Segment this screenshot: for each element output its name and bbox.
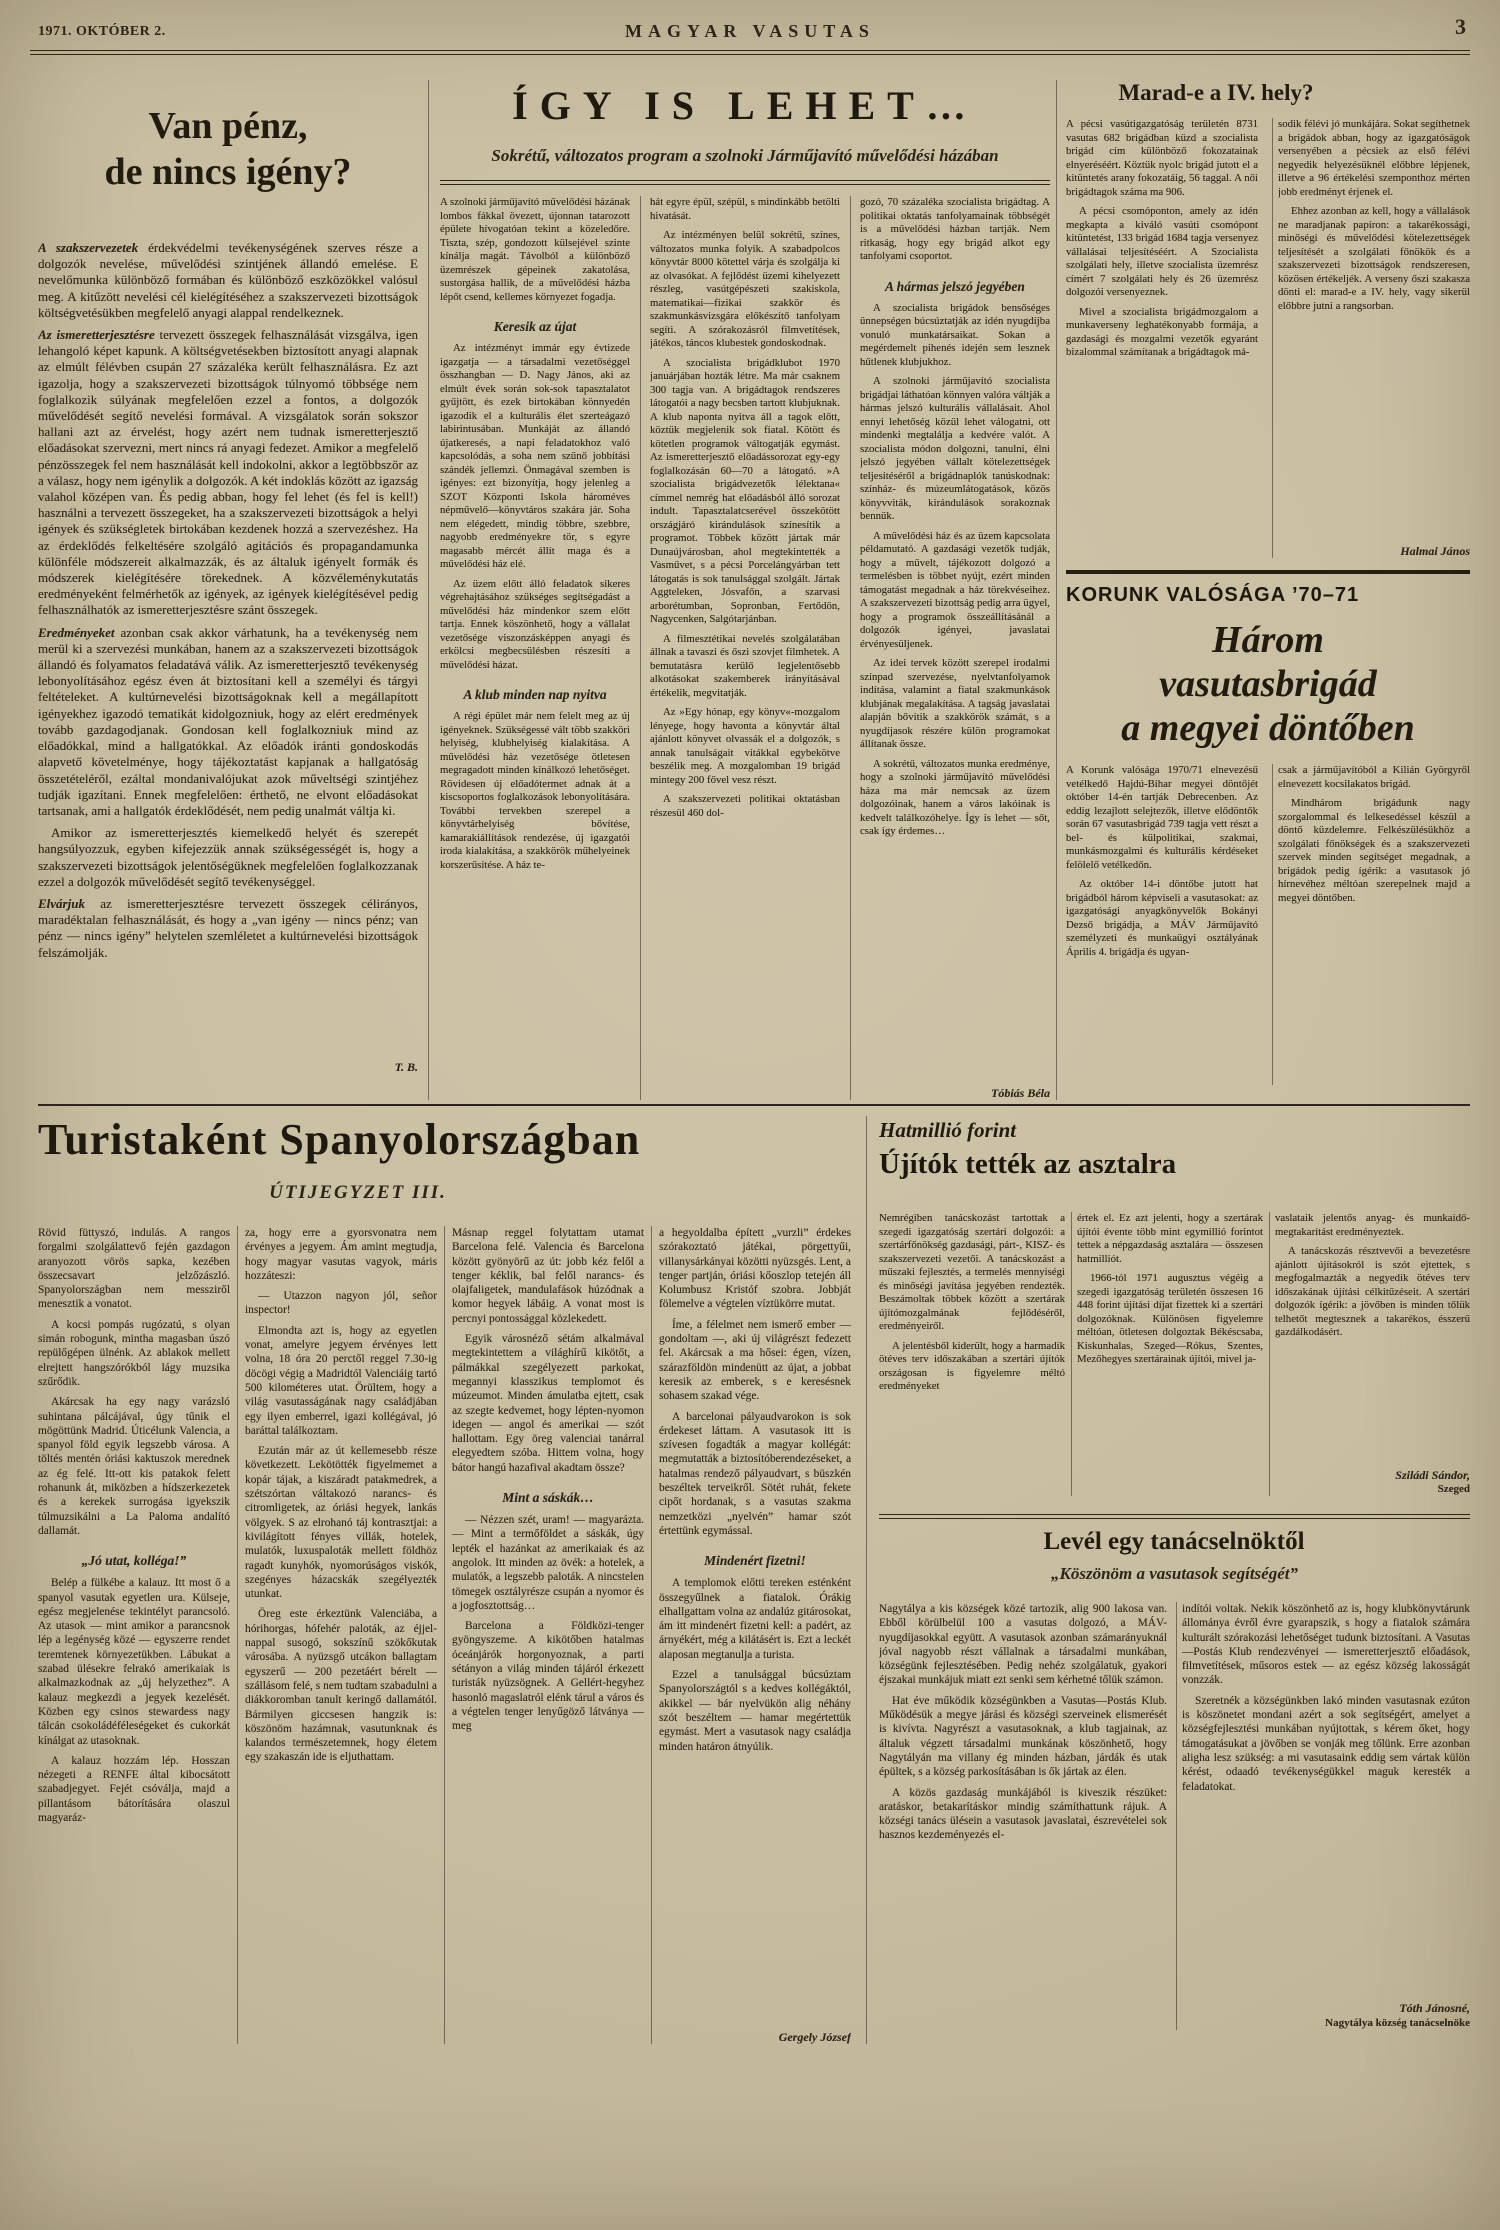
column-rule — [237, 1226, 238, 2044]
title-line: vasutasbrigád — [1159, 663, 1377, 705]
paragraph: Akárcsak ha egy nagy varázsló suhintana pálcájával, úgy tűnik el mögöttünk Madrid. Úticélunk Valencia, a spanyol föld egyik legszebb városa. A töltés mentén óriási kaktuszok merednek az ég felé. Itt-ott kis patakok felett rohanunk át, miközben a hídszerkezetek és a kerekek surrogása igyekszik túlmuzsikálni a La Paloma andalító dallamát. — [38, 1396, 230, 1537]
paragraph: a hegyoldalba épített „vurzli” érdekes szórakoztató játékai, pörgettyűi, villanysárkányai közötti nyüzsgés. Lent, a tenger partján, óriási kőoszlop tetején áll Kolumbusz Kristóf szobra. Jobbját fölemelve a végtelen víztükörre mutat. — [659, 1227, 851, 1311]
fourth-place-column-2 — [1278, 118, 1470, 558]
travel-column-3 — [452, 1226, 644, 2044]
signature — [1275, 1463, 1470, 1496]
column-rule — [1269, 1212, 1270, 1496]
paragraph: A sokrétű, változatos munka eredménye, hogy a szolnoki járműjavító művelődési háza ma már nemcsak az üzem dolgozóinak, hanem a város lakóinak is kedvelt találkozóhelye. Így is lehet — sőt, csak így érdemes… — [860, 757, 1050, 837]
signature-line: Nagytálya község tanácselnöke — [1325, 2016, 1470, 2029]
run-in-lead: Eredményeket — [38, 624, 115, 640]
paragraph: 1966-tól 1971 augusztus végéig a szegedi igazgatóság területén összesen 16 448 forint újítási díjat fizettek ki a szertári dolgozóknak. Különösen figyelemre méltóan, ötletesen dolgoztak Békéscsaba, Kiskunhalas, Szeged—Rókus, Szentes, Mezőhegyes szertárainak újítói, mivel ja- — [1077, 1272, 1263, 1365]
paragraph: za, hogy erre a gyorsvonatra nem érvényes a jegyem. Ám amint megtudja, hogy magyar vasutas vagyok, máris hozzáteszi: — [245, 1227, 437, 1282]
paragraph: A filmesztétikai nevelés szolgálatában állnak a tavaszi és őszi szovjet filmhetek. A bemutatásra kerülő legjelentősebb alkotásokat szakemberek irányításával értékelik, megvitatják. — [650, 632, 840, 699]
signature: T. B. — [394, 1059, 418, 1074]
letter-top-rule — [879, 1514, 1470, 1519]
column-rule — [1272, 764, 1273, 1085]
paragraph: A kocsi pompás rugózatú, s olyan simán robogunk, mintha magasban úszó repülőgépen ülnénk. Az ablakok mellett elrejtett hangszórókból lágy muzsika szűrődik. — [38, 1318, 230, 1388]
paragraph: A szakszervezeti politikai oktatásban részesül 460 dol- — [650, 793, 840, 819]
paragraph: Belép a fülkébe a kalauz. Itt most ő a spanyol vasutak egyetlen ura. Külseje, egész megjelenése tekintélyt parancsoló. Az utasok — mint amikor a parancsnok lép a legénység közé — egyszerre rendet teremtenek környezetükben. Lábukat a szabad ülésekre felrakó amerikaiak is alkalmazkodnak az „új helyzethez”. A kalauz megkezdi a jegyek kezelését. Közben egy csinos stewardess nagy tálcán csokoládéféleségeket és cukorkát kínálgat az utasoknak. — [38, 1577, 230, 1747]
paragraph-text: az ismeretterjesztésre tervezett összegek célirányos, maradéktalan felhasználását, és hogy a „van igény — nincs pénz; van pénz — nincs igény” helytelen szemléletet a kultúrnevelési bizottságok felszámolják. — [38, 895, 418, 960]
letter-headline: Levél egy tanácselnöktől — [1043, 1528, 1305, 1555]
paragraph: Elmondta azt is, hogy az egyetlen vonat, amelyre jegyem érvényes lett volna, 18 óra 20 perctől reggel 7.30-ig döcögi végig a Madridtól Valenciáig tartó 500 kilométeres utat. Örültem, hogy a világ vasutasságának nagy családjában egy ilyen emberrel, igazi kollégával, jó baráttal találkoztam. — [245, 1324, 437, 1437]
paragraph: — Utazzon nagyon jól, señor inspector! — [245, 1290, 437, 1317]
paragraph: sodik félévi jó munkájára. Sokat segíthetnek a brigádok abban, hogy az igazgatóságok versenyében a pécsiek az első félévi negyedik helyezésüknél előbbre lépjenek, illetve a 96 értékelési szemponthoz mérten jobb eredményt érjenek el. — [1278, 118, 1470, 198]
paragraph: A barcelonai pályaudvarokon is sok érdekeset láttam. A vasutasok itt is szívesen fogadták a magyar kollégát: megmutatták a biztosítóberendezéseket, a hatalmas rendező pályaudvart, s büszkén beszéltek terveikről. Sötét ruhát, fekete cipőt hordanak, s a vasutas szakma nemzetközi „nyelvén” hamar szót értettünk egymással. — [659, 1410, 851, 1537]
money-article-body — [38, 240, 418, 1075]
center-column-1 — [440, 196, 630, 1100]
paragraph: Az »Egy hónap, egy könyv«-mozgalom lényege, hogy havonta a könyvtár által ajánlott könyvet olvassák el a dolgozók, s annak tanulságait vitákkal egybekötve beszélik meg. A mozgalomban 19 brigád mintegy 200 fővel vesz részt. — [650, 706, 840, 786]
paragraph: A Korunk valósága 1970/71 elnevezésű vetélkedő Hajdú-Bihar megyei döntőjét október 14-én tartják Debrecenben. Az eddig lezajlott selejtezők, illetve elődöntők során 67 vasutasbrigád 739 tagja vett részt a bel- és külpolitikai, szakmai, munkásmozgalmi és kulturális kérdéseket felölelő vetélkedőn. — [1066, 764, 1258, 871]
column-rule — [1056, 80, 1057, 1100]
paragraph: A közös gazdaság munkájából is kiveszik részüket: aratáskor, betakarításkor mindig számíthattunk rájuk. A községi tanács ülésein a vasutasok javaslatai, észrevételei sok hasznos kezdeményezés el- — [879, 1786, 1167, 1842]
paragraph: Hat éve működik községünkben a Vasutas—Postás Klub. Működésük a megye járási és községi szerveinek elismerését is kivívta. Nagyrészt a vasutasoknak, a klub tagjainak, az általuk végzett társadalmi munkának köszönhető, hogy Nagytályán ma villany ég minden házban, járdák és utak épültek, s a község parkosításában is ők jártak az élen. — [879, 1694, 1167, 1779]
section-subhead: Mindenért fizetni! — [704, 1553, 806, 1569]
paragraph: Ehhez azonban az kell, hogy a vállalások ne maradjanak papíron: a takarékossági, minőségi és művelődési kötelezettségek teljesítését a szolgálati főnökök és a szakszervezeti bizottságok rendszeresen, közösen értékeljék. A verseny őszi szakasza dönti el: marad-e a IV. hely, vagy sikerül előbbre jutni a rangsorban. — [1278, 205, 1470, 312]
title-line: Van pénz, — [148, 105, 308, 147]
center-article-subtitle: Sokrétű, változatos program a szolnoki Járműjavító művelődési házában — [491, 146, 999, 165]
paragraph: A jelentésből kiderült, hogy a harmadik ötéves terv időszakában a szertári újítók országosan is figyelemre méltó eredményeket — [879, 1339, 1065, 1392]
paragraph: Az idei tervek között szerepel irodalmi színpad szervezése, nyelvtanfolyamok indítása, valamint a fiatal szakmunkások klubjának megalakítása. A tagság javaslatai alapján bővítik a szakkörök számát, s a nyugdíjasok részére külön programokat állítanak össze. — [860, 657, 1050, 750]
signature — [1182, 1995, 1470, 2030]
paragraph: A templomok előtti tereken esténként összegyűlnek a fiatalok. Órákig elhallgattam volna az andalúz gitárosokat, ám itt mindenért fizetni kell: a padért, az árnyékért, még a kilátásért is. Ezt a leckét alaposan megtanulja a turista. — [659, 1577, 851, 1661]
paragraph-text: azonban csak akkor várhatunk, ha a tevékenység nem merül ki a szervezési munkában, hanem az a szakszervezeti bizottságok állandó és folyamatos feladatává válik. Az ismeretterjesztő tevékenység lebonyolításához egész éven át biztosítani kell a személyi és tárgyi feltételeket. A kultúrnevelési bizottságoknak kell a megállapított igényekhez igazodó tematikát kidolgozniuk, hogy az elért eredmények tovább gazdagodjanak. Gondosan kell foglalkozniuk mind az előadókkal, mind a hallgatókkal. Az előadók iránti gondoskodás alapvető követelménye, hogy tájékoztatást kapjanak a hallgatóság összetételéről, ezáltal mondanivalójukat azok műveltségi szintjéhez tudják igazítani. Ennek megfelelően: érthető, ne elvont előadásokat tartsanak, ami a hallgatók érdeklődését, nem pedig unalmát váltja ki. — [38, 624, 418, 818]
paragraph: gozó, 70 százaléka szocialista brigádtag. A politikai oktatás tanfolyamainak többségét is a művelődési házban tartják. Nem ritkaság, hogy egy brigád alkot egy tanfolyami csoportot. — [860, 196, 1050, 262]
fourth-place-column-1 — [1066, 118, 1258, 558]
column-rule — [1272, 118, 1273, 558]
column-rule — [1176, 1602, 1177, 2030]
paragraph: Ezzel a tanulsággal búcsúztam Spanyolországtól s a kedves kollégáktól, akikkel — bár nyelvükön alig néhány szót beszéltem — hamar megértettük egymást. Mert a vasutasok nagy családja minden határon átnyúlik. — [659, 1669, 851, 1753]
innovators-kicker: Hatmillió forint — [879, 1118, 1017, 1142]
paragraph — [38, 327, 418, 619]
paragraph: Az intézményen belül sokrétű, színes, változatos munka folyik. A szabadpolcos könyvtár 8000 kötettel várja és szolgálja ki az olvasókat. A fejlődést üzemi kihelyezett részleg, vasútgépészeti szakiskola, matematikai—fizikai szakkör és szakmunkásvizsgára előkészítő tanfolyam segíti. A szórakozásról filmvetítések, játékos, táncos klubestek gondoskodnak. — [650, 229, 840, 349]
title-line: de nincs igény? — [104, 151, 352, 193]
korunk-column-2 — [1278, 764, 1470, 1090]
innovators-column-1 — [879, 1212, 1065, 1496]
paragraph: Öreg este érkeztünk Valenciába, a hórihorgas, hófehér paloták, az éjjel-nappal susogó, sokszínű szökőkutak városába. A nyüzsgő utcákon ballagtam egyszerű — 200 pezetáért bérelt — szállásom felé, s nem tudtam szabadulni a diákkoromban tanult keringő dallamától. Bármilyen giccsesen hangzik is: köszönöm hazámnak, vasutunknak és kalandos természetemnek, hogy életem egy szakaszán ide is eljuthattam. — [245, 1608, 437, 1764]
paragraph: Másnap reggel folytattam utamat Barcelona felé. Valencia és Barcelona között gyönyörű az út: jobb kéz felől a tenger kéklik, bal felől narancs- és olajfaligetek, mandulafások húzódnak a komor hegyek lábáig. A vonat most is percnyi pontossággal közlekedett. — [452, 1227, 644, 1325]
masthead: MAGYAR VASUTAS — [625, 21, 875, 41]
travel-headline: Turistaként Spanyolországban — [38, 1115, 641, 1164]
subtitle-rule — [440, 180, 1050, 185]
signature-line: Sziládi Sándor, — [1395, 1468, 1470, 1482]
paragraph: Barcelona a Földközi-tenger gyöngyszeme. A kikötőben hatalmas óceánjárók horgonyoznak, a parti sétányon a világ minden tájáról érkezett turisták nyüzsögnek. A Gellért-hegyhez hasonló magaslatról elénk tárul a város és a végtelen tenger lenyűgöző látványa — meg — [452, 1620, 644, 1733]
paragraph: Mindhárom brigádunk nagy szorgalommal és lelkesedéssel készül a döntő küzdelemre. Felkészülésükhöz a szolgálati főnökségek és a szakszervezeti szervek minden segítséget megadnak, a brigádok pedig ígérik: a vasutasok jó hírnevéhez méltóan szerepelnek majd a megyei döntőben. — [1278, 797, 1470, 904]
travel-column-4 — [659, 1226, 851, 2044]
paragraph: Mivel a szocialista brigádmozgalom a munkaverseny leghatékonyabb formája, a gazdasági és mozgalmi vezetők egyaránt bizalommal számítanak a brigádtagok má- — [1066, 305, 1258, 358]
column-rule — [651, 1226, 652, 2044]
paragraph: A szolnoki járműjavító szocialista brigádjai láthatóan könnyen valóra váltják a hármas jelszó kulturális vállalásait. Ahol ennyi lehetőség közül lehet válogatni, ott mindenki megtalálja a kedvére valót. A szocialista módon dolgozni, tanulni, élni jelszó jegyében vállalt kötelezettségek teljesítéséről a brigádnaplók tanúskodnak: színház- és múzeumlátogatások, közös könyvviták, kirándulások sorakoznak bennük. — [860, 375, 1050, 522]
page-date: 1971. OKTÓBER 2. — [38, 24, 166, 39]
paragraph: A pécsi csomóponton, amely az idén megkapta a kiváló vasúti csomópont kitüntetést, 133 brigád 1684 tagja versenyez vállalásai teljesítéséért. A Szocialista szolgálati hely, illetve szocialista üzemrész címért 7 szolgálati hely és 26 üzemrész dolgozói versenyeznek. — [1066, 205, 1258, 298]
paragraph: Egyik városnéző sétám alkalmával megtekintettem a világhírű kikötőt, a pálmákkal szegélyezett parkokat, megannyi klasszikus templomot és múzeumot. Minden ámulatba ejtett, csak az szegte kedvemet, hogy lépten-nyomon idegen — angol és amerikai — szót hallottam. Egy öreg valenciai tanárral elegyedtem szóba. Hittem volna, hogy bátor hangú hazafival akadtam össze? — [452, 1333, 644, 1474]
travel-subtitle: ÚTIJEGYZET III. — [269, 1182, 447, 1203]
travel-column-1 — [38, 1226, 230, 2044]
paragraph: csak a járműjavítóból a Kilián Györgyről elnevezett kocsilakatos brigád. — [1278, 764, 1470, 790]
column-rule — [850, 196, 851, 1100]
center-column-2 — [650, 196, 840, 1100]
title-line: a megyei döntőben — [1121, 707, 1415, 749]
section-subhead: A klub minden nap nyitva — [463, 687, 607, 702]
signature: Tóbiás Béla — [991, 1085, 1050, 1100]
signature: Gergely József — [778, 2029, 851, 2044]
letter-column-1 — [879, 1602, 1167, 2030]
paragraph: A művelődési ház és az üzem kapcsolata példamutató. A gazdasági vezetők tudják, hogy a művelt, tájékozott dolgozó a termelésben is többet nyújt, ezért minden támogatást megadnak a ház törekvéseihez. A szakszervezeti bizottság pedig arra ügyel, hogy a programok összeállításánál a dolgozók igényei, javaslatai érvényesüljenek. — [860, 529, 1050, 650]
column-rule — [444, 1226, 445, 2044]
innovators-column-3 — [1275, 1212, 1470, 1496]
paragraph: Íme, a félelmet nem ismerő ember — gondoltam —, aki új világrészt fedezett fel. Akárcsak a ma hősei: égen, vízen, szárazföldön mindenütt az újat, a jobbat keresik az emberek, s e keresésnek sohasem szakad vége. — [659, 1318, 851, 1403]
column-rule — [640, 196, 641, 1100]
paragraph: Rövid füttyszó, indulás. A rangos forgalmi szolgálattevő fején gazdagon aranyozott vörös sapka, kezében összecsavart jelzőzászló. Spanyolországban nem messziről menesztik a vonatot. — [38, 1227, 230, 1311]
paragraph: Az október 14-i döntőbe jutott hat brigádból három képviseli a vasutasokat: az igazgatósági anyagkönyvelők Bokányi Dezső brigádja, a MÁV Járműjavító személyzeti és munkaügyi osztályának Április 4. brigádja és ugyan- — [1066, 878, 1258, 958]
paragraph: Az intézményt immár egy évtizede igazgatja — a társadalmi vezetőséggel összhangban — D. Nagy János, aki az elmúlt évek során sok-sok tapasztalatot gyűjtött, és ezek birtokában könnyedén igazodik el a kulturális élet szerteágazó labirintusában. Munkáját az állandó újatkeresés, a napi feladatokhoz való kapcsolódás, a soha nem szűnő jobbítási szándék jellemzi. Önmagával szemben is igényes: ezt bizonyítja, hogy jelenleg a SZOT Központi Iskola hároméves népművelő—könyvtáros szakára jár. Soha nem elégedett, mindig többre, szebbre, nagyobb eredményekre tör, s egyre magasabb mércét állít maga és a művelődési ház elé. — [440, 342, 630, 570]
paragraph: A tanácskozás résztvevői a bevezetésre ajánlott újításokról is szót ejtettek, s megfogalmazták a negyedik ötéves terv időszakának újítási célkitűzéseit. A szertári dolgozók ígérik: a jövőben is minden tőlük telhetőt megtesznek a takarékos, ésszerű gazdálkodásért. — [1275, 1245, 1470, 1338]
run-in-lead: Az ismeretterjesztésre — [38, 327, 155, 343]
korunk-kicker: KORUNK VALÓSÁGA ’70–71 — [1066, 584, 1360, 606]
korunk-top-rule — [1066, 570, 1470, 574]
paragraph: A szocialista brigádok bensőséges ünnepségen búcsúztatják az idén nyugdíjba vonuló munkatársaikat. Sokan a megérdemelt pihenés idején sem lesznek hűtlenek klubjukhoz. — [860, 301, 1050, 368]
paragraph: A kalauz hozzám lép. Hosszan nézegeti a RENFE által kibocsátott szabadjegyet. Fejét csóválja, majd a pillantásom bátorítására olaszul magyaráz- — [38, 1754, 230, 1824]
signature: Halmai János — [1400, 543, 1470, 558]
innovators-column-2 — [1077, 1212, 1263, 1496]
paragraph — [38, 240, 418, 321]
column-rule — [1071, 1212, 1072, 1496]
innovators-headline: Újítók tették az asztalra — [879, 1148, 1177, 1180]
paragraph: Nemrégiben tanácskozást tartottak a szegedi igazgatóság szertári dolgozói: a szertárfőnökség gazdasági, párt-, KISZ- és szakszervezeti vezetői. A tanácskozást a műszaki fejlesztés, a termelés mennyiségi és minőségi javítása jegyében rendezték. Beszámoltak többek között a szertárak újítómozgalmának fejlődéséről, eredményeiről. — [879, 1212, 1065, 1332]
column-rule — [866, 1116, 867, 2044]
money-article-title — [38, 103, 418, 195]
run-in-lead: A szakszervezetek — [38, 240, 139, 255]
header-rule — [30, 50, 1470, 55]
paragraph: értek el. Ez azt jelenti, hogy a szertárak újítói évente több mint egymillió forintot tettek a népgazdaság asztalára — összesen hatmilliót. — [1077, 1212, 1263, 1265]
section-subhead: A hármas jelszó jegyében — [885, 278, 1025, 294]
paragraph: A szolnoki járműjavító művelődési házának lombos fákkal övezett, újonnan tatarozott épülete hívogatóan tekint a közeledőre. Tiszta, szép, gondozott külsejével szinte kínálja magát. Távolból a különböző üzemrészek gépeinek zakatolása, sustorgása hallik, de a művelődési házba lépőt csend, kellemes környezet fogadja. — [440, 196, 630, 303]
paragraph: hát egyre épül, szépül, s mindinkább betölti hivatását. — [650, 196, 840, 222]
paragraph: Az üzem előtt álló feladatok sikeres végrehajtásához szükséges segítségadást a művelődési ház mindenkor szem előtt tartja. Ennek köszönhető, hogy a vállalat vezetősége viszonzásképpen anyagi és erkölcsi megbecsülésben részesíti a művelődési házat. — [440, 577, 630, 671]
paragraph: Amikor az ismeretterjesztés kiemelkedő helyét és szerepét hangsúlyozzuk, egyben kifejezzük annak szükségességét is, hogy a szakszervezeti bizottságok jelentőségüknek megfelelően foglalkozzanak ezzel a dolgozók művelődését segítő tevékenységgel. — [38, 825, 418, 889]
page-number: 3 — [1455, 14, 1466, 39]
letter-subtitle: „Köszönöm a vasutasok segítségét” — [1051, 1564, 1298, 1583]
paragraph: A szocialista brigádklubot 1970 januárjában hozták létre. Ma már csaknem 300 tagja van. A brigádtagok rendszeres látogatói a nagy becsben tartott klubjuknak. A klub naponta nyitva áll a tagok előtt, köztük megjelenik sok fiatal. Kötött és kötetlen programok váltogatják egymást. Az ismeretterjesztő előadássorozat egy-egy foglalkozásán 60—70 a látogató. »A szocialista brigádvezetők lélektana« címmel nemrég hat előadásból álló sorozat indult. Tapasztalatcserével összekötött országjáró kirándulások színesítik a programot. Többek között jártak már Dunaújvárosban, ahol megtekintették a Vasművet, s a pécsi Porcelángyárban tett látogatás is sok tanulsággal szolgált. Jártak Aggteleken, Jósvafőn, a szarvasi arborétumban, Sopronban, Fertődön, Nagycenken, Salgótarjánban. — [650, 356, 840, 625]
travel-column-2 — [245, 1226, 437, 2044]
center-column-3 — [860, 196, 1050, 1100]
section-subhead: „Jó utat, kolléga!” — [81, 1553, 187, 1569]
paragraph: A pécsi vasútigazgatóság területén 8731 vasutas 682 brigádban küzd a szocialista brigád cím különböző fokozatainak elnyeréséért. Köztük nyolc brigád jutott el a kitüntetés arany fokozatáig, 56 taggal. A női brigádtagok száma ma 906. — [1066, 118, 1258, 198]
paragraph: Nagytálya a kis községek közé tartozik, alig 900 lakosa van. Ebből körülbelül 100 a vasutas dolgozó, a MÁV-nyugdíjasokkal együtt. A vasutasok azonban számarányuknál jóval nagyobb részt vállalnak a társadalmi munkában, községünk fejlesztésében. Pedig nehéz szolgálatuk, gyakori éjszakai munkájuk miatt ezt senki sem kérhetné tőlük számon. — [879, 1603, 1167, 1687]
paragraph: Ezután már az út kellemesebb része következett. Lekötötték figyelmemet a kopár tájak, a kiszáradt patakmedrek, a szétszórtan váltakozó narancs- és citromligetek, az óriási hegyek, lankás völgyek. S az elrohanó táj kontrasztjai: a kivilágított fényes villák, hotelek, mulatók, luxuspaloták mellett földhöz ragadt kunyhók, nyomorúságos viskók, szegényes házacskák szegélyezték utunkat. — [245, 1445, 437, 1601]
run-in-lead: Elvárjuk — [38, 895, 85, 911]
column-rule — [428, 80, 429, 1100]
korunk-column-1 — [1066, 764, 1258, 1090]
paragraph: — Nézzen szét, uram! — magyarázta. — Mint a termőföldet a sáskák, úgy lepték el hazánkat az amerikaiak és az angolok. Itt minden az övék: a hotelek, a mulatók, a legszebb paloták. A nincstelen tömegek osztályrésze csupán a nyomor és a jogfosztottság… — [452, 1514, 644, 1612]
paragraph — [38, 625, 418, 819]
fourth-place-headline: Marad-e a IV. hely? — [1118, 80, 1314, 105]
title-line: Három — [1212, 619, 1324, 661]
letter-column-2 — [1182, 1602, 1470, 2030]
paragraph-text: tervezett összegek felhasználását vizsgálva, igen lehangoló képet kapunk. A költségvetésekben biztosított anyagi alapnak az elmúlt félévben csupán 27 százaléka került felhasználásra. Ez azt igazolja, hogy a szakszervezeti bizottságok túlnyomó többsége nem foglalkozik súlyának megfelelően ezzel a fontos, a dolgozók művelődését segítő nevelési formával. A vizsgálatok során sokszor hallani azt az érvelést, hogy azért nem tudnak ismeretterjesztő előadásokat szervezni, mert nincs rá anyagi fedezet. Amikor a megfelelő pénzösszegek fel nem használását kell indokolni, akkor a legtöbbször az a válasz, hogy nem igénylik a dolgozók. A két indoklás között az igazság valahol középen van. És pedig abban, hogy fel lehet (és fel is kell!) használni a tervezett összegeket, ha a szakszervezeti bizottságok a helyi igények és szükségletek birtokában kezdenek hozzá a szervezéshez. Ha az érdeklődés felkeltésére szolgáló agitációs és propagandamunka különféle módszereit alkalmazzák, és az általuk igényelt formák és módszerek kielégítésére törekednek. A közvéleménykutatás eredményeként felmérhetők az igények, az igények kielégítésével pedig felhasználhatók az ismeretterjesztésre szánt összegek. — [38, 327, 418, 618]
section-divider-rule — [38, 1104, 1470, 1106]
paragraph: indítói voltak. Nekik köszönhető az is, hogy klubkönyvtárunk állománya évről évre gyarapszik, s hogy a fiatalok számára kulturált szórakozási lehetőséget tudunk biztosítani. A Vasutas—Postás Klub rendezvényei — ismeretterjesztő előadások, filmvetítések, műsoros estek — az egész község lakosságát vonzzák. — [1182, 1603, 1470, 1687]
signature-line: Tóth Jánosné, — [1399, 2001, 1470, 2016]
paragraph-text: érdekvédelmi tevékenységének szerves része a dolgozók nevelése, művelődési szintjének állandó emelése. E nevelőmunka különböző formában és különböző eszközökkel valósul meg. A kitűzött nevelési cél kielégítéséhez a szakszervezeti bizottságok költségvetésükben megfelelő anyagi alappal rendelkeznek. — [38, 240, 418, 320]
paragraph: vaslataik jelentős anyag- és munkaidő-megtakarítást eredményeztek. — [1275, 1212, 1470, 1238]
center-article-headline: ÍGY IS LEHET… — [512, 83, 978, 128]
paragraph: A régi épület már nem felelt meg az új igényeknek. Szükségessé vált több szakköri helyiség, klubhelyiség kialakítása. A művelődési ház vezetősége ötletesen megragadott minden kínálkozó lehetőséget. Rövidesen új előadótermet adnak át a kiscsoportos foglalkozások lebonyolítására. További tervekben szerepel a könyvtárhelyiség bővítése, kamarakiállítások rendezése, új igazgatói iroda kialakítása, a szakkörök műhelyeinek korszerűsítése. A ház te- — [440, 710, 630, 871]
paragraph — [38, 896, 418, 961]
signature-line: Szeged — [1437, 1482, 1470, 1495]
korunk-title — [1066, 618, 1470, 750]
paragraph: Szeretnék a községünkben lakó minden vasutasnak ezúton is köszönetet mondani azért a sok segítségért, amelyet a községfejlesztési munkában nyújtottak, s kérem őket, hogy támogatásukat a jövőben se vonják meg tőlünk. Erre azonban aligha lesz szükség: a mi vasutasaink eddig sem vártak külön kérést, odaadó tevékenységükkel maguk keresték a feladatokat. — [1182, 1694, 1470, 1793]
section-subhead: Keresik az újat — [493, 319, 577, 334]
section-subhead: Mint a sáskák… — [502, 1490, 594, 1506]
